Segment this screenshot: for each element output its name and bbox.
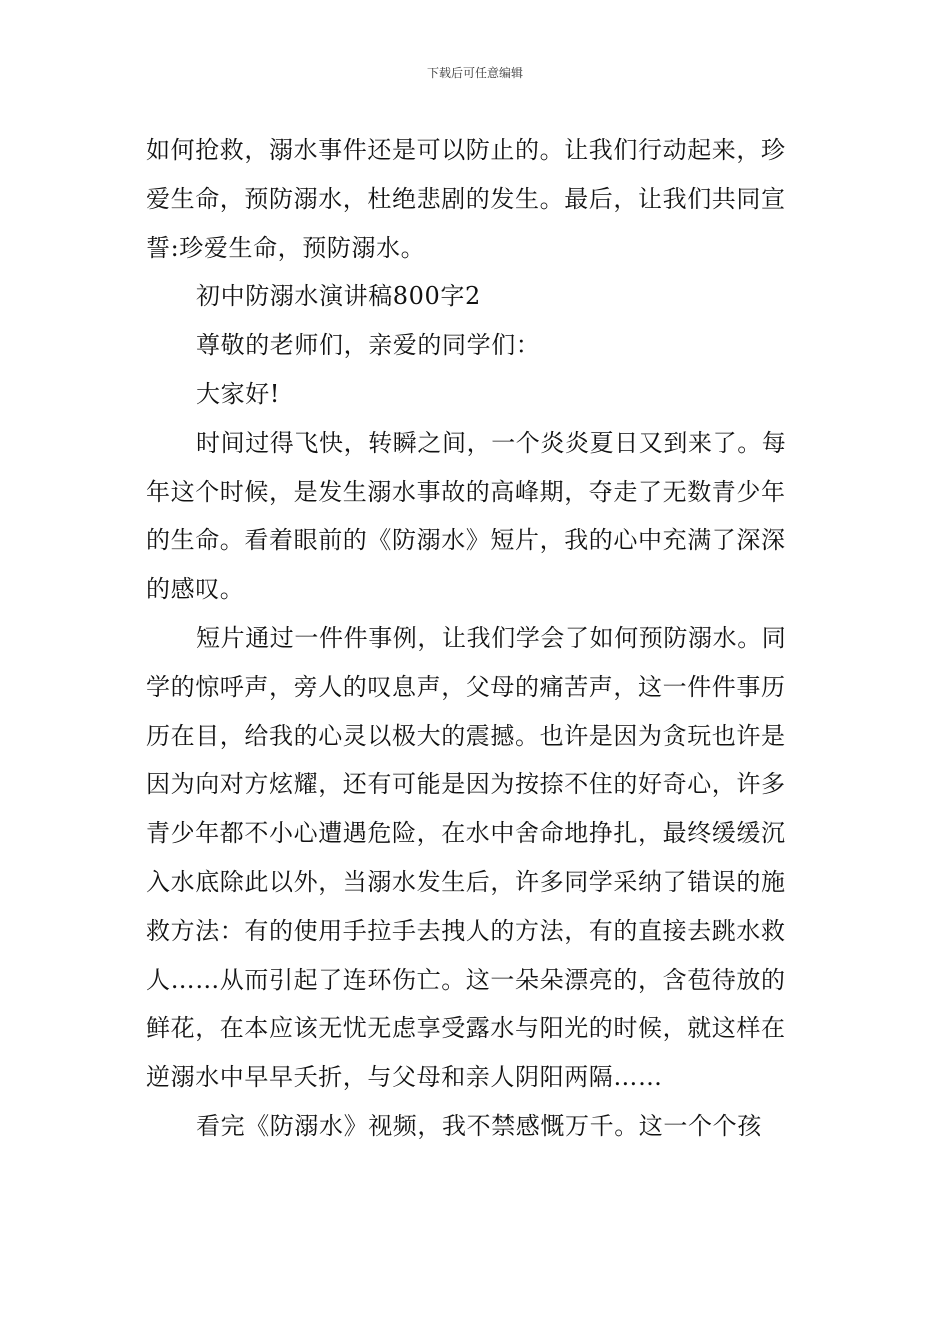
paragraph: 看完《防溺水》视频，我不禁感慨万千。这一个个孩 xyxy=(196,1111,762,1140)
section-title: 初中防溺水演讲稿800字2 xyxy=(196,282,481,311)
paragraph: 短片通过一件件事例，让我们学会了如何预防溺水。同学的惊呼声，旁人的叹息声，父母的痛苦声，这一件件事历历在目，给我的心灵以极大的震撼。也许是因为贪玩也许是因为向对方炫耀，还有可能是因为按捺不住的好奇心，许多青少年都不小心遭遇危险，在水中舍命地挣扎，最终缓缓沉入水底除此以外，当溺水发生后，许多同学采纳了错误的施救方法：有的使用手拉手去拽人的方法，有的直接去跳水救人……从而引起了连环伤亡。这一朵朵漂亮的，含苞待放的鲜花，在本应该无忧无虑享受露水与阳光的时候，就这样在逆溺水中早早夭折，与父母和亲人阴阳两隔…… xyxy=(146,623,787,1092)
page-header: 下载后可任意编辑 xyxy=(426,66,523,80)
salutation: 尊敬的老师们，亲爱的同学们： xyxy=(196,331,541,360)
greeting: 大家好! xyxy=(196,379,281,408)
paragraph-continuation: 如何抢救，溺水事件还是可以防止的。让我们行动起来，珍爱生命，预防溺水，杜绝悲剧的发生。最后，让我们共同宣誓:珍爱生命，预防溺水。 xyxy=(146,136,786,262)
document-body xyxy=(146,126,808,1151)
paragraph: 时间过得飞快，转瞬之间，一个炎炎夏日又到来了。每年这个时候，是发生溺水事故的高峰期，夺走了无数青少年的生命。看着眼前的《防溺水》短片，我的心中充满了深深的感叹。 xyxy=(146,428,787,604)
